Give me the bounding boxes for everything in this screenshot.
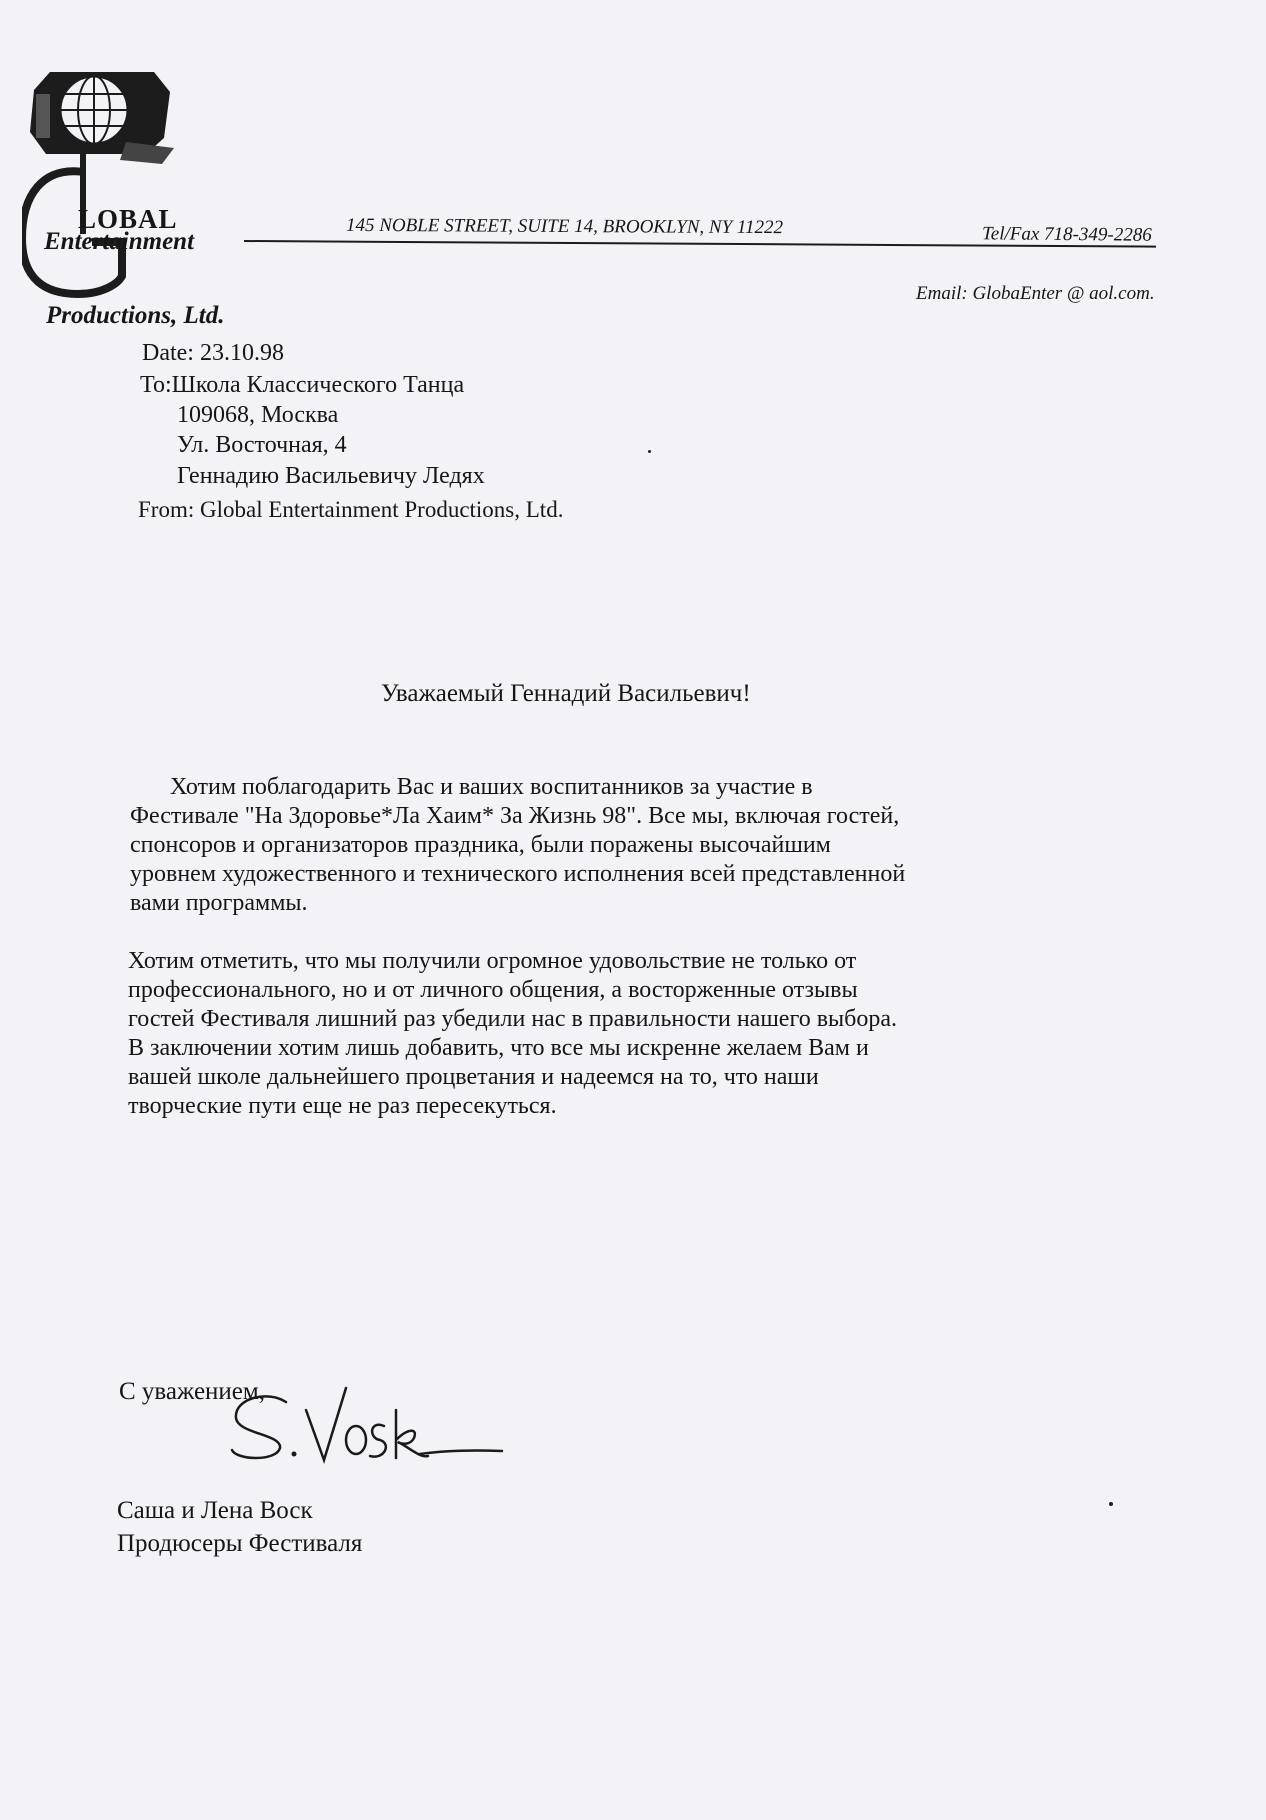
handwritten-signature xyxy=(224,1380,504,1480)
paragraph-line: творческие пути еще не раз пересекуться. xyxy=(128,1093,557,1119)
paragraph-2 xyxy=(128,947,1088,1121)
paragraph-line: вашей школе дальнейшего процветания и надеемся на то, что наши xyxy=(128,1064,819,1090)
logo-global-text: LOBAL xyxy=(78,204,178,234)
paragraph-line: Фестивале "На Здоровье*Ла Хаим* За Жизнь 98". Все мы, включая гостей, xyxy=(130,803,900,829)
company-logo xyxy=(22,68,252,328)
company-phone: Tel/Fax 718-349-2286 xyxy=(981,223,1152,246)
signer-role: Продюсеры Фестиваля xyxy=(117,1530,363,1557)
recipient-city: 109068, Москва xyxy=(177,402,339,428)
logo-productions-text: Productions, Ltd. xyxy=(46,302,225,329)
paragraph-line: гостей Фестиваля лишний раз убедили нас в правильности нашего выбора. xyxy=(128,1006,898,1032)
sender-line: From: Global Entertainment Productions, Ltd. xyxy=(138,497,564,522)
paragraph-line: уровнем художественного и технического исполнения всей представленной xyxy=(130,861,906,887)
closing: С уважением, xyxy=(119,1378,265,1405)
company-email: Email: GlobaEnter @ aol.com. xyxy=(916,283,1155,304)
spotlight-logo-icon xyxy=(22,68,252,328)
paragraph-line: Хотим отметить, что мы получили огромное удовольствие не только от xyxy=(128,948,857,974)
paragraph-line: профессионального, но и от личного общения, а восторженные отзывы xyxy=(128,977,858,1003)
logo-entertainment-text: Entertainment xyxy=(44,228,195,255)
paragraph-line: Хотим поблагодарить Вас и ваших воспитанников за участие в xyxy=(170,774,813,800)
paragraph-line: В заключении хотим лишь добавить, что все мы искренне желаем Вам и xyxy=(128,1035,869,1061)
letter-date: Date: 23.10.98 xyxy=(142,340,284,366)
paper-speck xyxy=(648,450,651,453)
signer-names: Саша и Лена Воск xyxy=(117,1497,313,1524)
salutation: Уважаемый Геннадий Васильевич! xyxy=(381,680,751,707)
paragraph-1 xyxy=(130,773,1090,918)
paragraph-line: спонсоров и организаторов праздника, были поражены высочайшим xyxy=(130,832,831,858)
recipient-organization: To:Школа Классического Танца xyxy=(140,372,465,398)
company-address: 145 NOBLE STREET, SUITE 14, BROOKLYN, NY 11222 xyxy=(345,214,784,239)
paragraph-line: вами программы. xyxy=(130,890,308,916)
paper-speck xyxy=(1109,1502,1113,1506)
recipient-street: Ул. Восточная, 4 xyxy=(177,432,347,458)
recipient-name: Геннадию Васильевичу Ледях xyxy=(177,463,485,489)
